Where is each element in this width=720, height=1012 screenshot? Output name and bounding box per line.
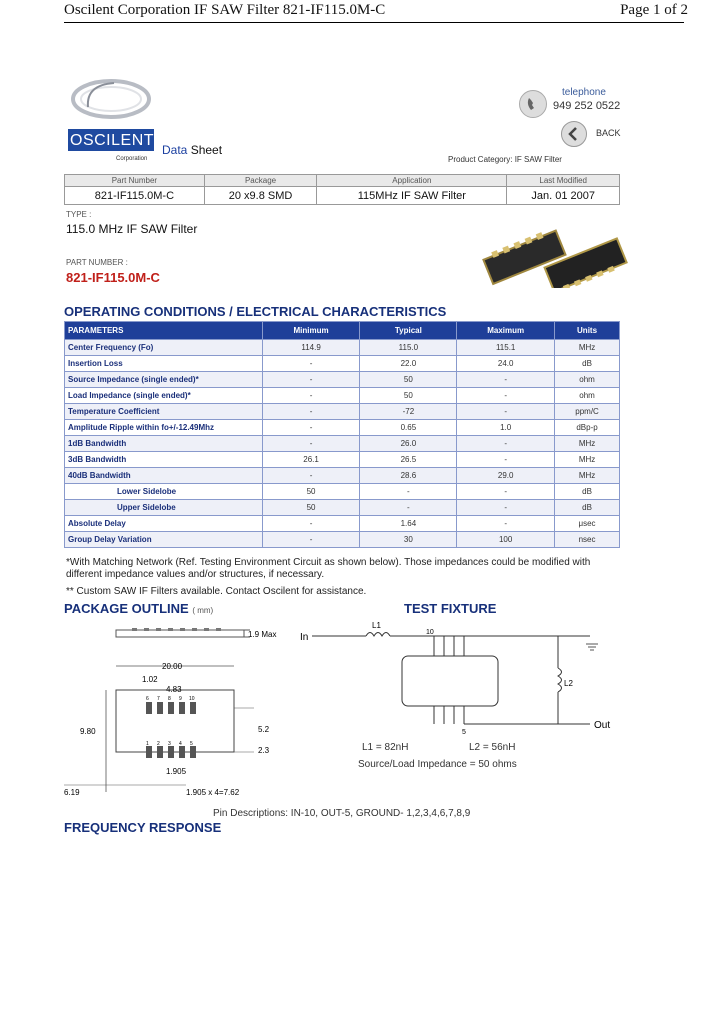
- spec-row: [65, 420, 620, 436]
- part-number-label: PART NUMBER :: [66, 258, 128, 267]
- package-title-text: PACKAGE OUTLINE: [64, 601, 189, 616]
- spec-row: [65, 372, 620, 388]
- spec-value: -: [360, 500, 457, 516]
- package-unit: ( mm): [192, 606, 214, 615]
- pin-number: 4: [179, 741, 182, 747]
- fixture-pin-5: 5: [462, 729, 466, 736]
- dim-spacing: 1.905: [166, 767, 187, 776]
- spec-value: 0.65: [360, 420, 457, 436]
- header-rule: [64, 22, 684, 23]
- pin-number: 7: [157, 696, 160, 702]
- spec-value: 30: [360, 532, 457, 548]
- spec-parameter: Lower Sidelobe: [65, 484, 263, 500]
- spec-header: Maximum: [457, 322, 555, 340]
- spec-value: 114.9: [262, 340, 360, 356]
- spec-row: [65, 356, 620, 372]
- dim-depth: 9.80: [80, 727, 96, 736]
- test-fixture-circuit: [296, 620, 626, 740]
- spec-value: dB: [555, 500, 620, 516]
- spec-row: [65, 532, 620, 548]
- spec-row: [65, 484, 620, 500]
- spec-row: [65, 468, 620, 484]
- telephone-label: telephone: [562, 87, 606, 98]
- spec-value: -: [262, 372, 360, 388]
- spec-value: -: [262, 404, 360, 420]
- part-info-table: [64, 174, 620, 205]
- spec-value: -: [262, 532, 360, 548]
- dim-pitch: 1.02: [142, 675, 158, 684]
- spec-value: 22.0: [360, 356, 457, 372]
- spec-row: [65, 404, 620, 420]
- pin-number: 8: [168, 696, 171, 702]
- impedance-note: Source/Load Impedance = 50 ohms: [358, 759, 517, 770]
- spec-value: -: [360, 484, 457, 500]
- spec-value: 115.1: [457, 340, 555, 356]
- spec-row: [65, 340, 620, 356]
- section-title-frequency-response: FREQUENCY RESPONSE: [64, 820, 222, 835]
- document-header-title: Oscilent Corporation IF SAW Filter 821-IF115.0M-C: [64, 2, 386, 18]
- info-value-last-modified: Jan. 01 2007: [507, 187, 620, 205]
- spec-value: 28.6: [360, 468, 457, 484]
- spec-value: 29.0: [457, 468, 555, 484]
- spec-value: -: [262, 436, 360, 452]
- spec-parameter: 3dB Bandwidth: [65, 452, 263, 468]
- spec-row: [65, 452, 620, 468]
- spec-value: -: [262, 388, 360, 404]
- spec-value: MHz: [555, 340, 620, 356]
- spec-value: 50: [360, 372, 457, 388]
- matching-network-note: *With Matching Network (Ref. Testing Environment Circuit as shown below). Those impedances could be modified with different impedance values and/or structures, if necessary.: [66, 557, 591, 580]
- spec-value: -: [457, 516, 555, 532]
- spec-value: -72: [360, 404, 457, 420]
- spec-value: dB: [555, 484, 620, 500]
- spec-value: -: [457, 404, 555, 420]
- spec-value: MHz: [555, 436, 620, 452]
- spec-value: -: [262, 356, 360, 372]
- spec-value: 24.0: [457, 356, 555, 372]
- spec-value: 50: [262, 500, 360, 516]
- info-value-part-number: 821-IF115.0M-C: [65, 187, 205, 205]
- spec-value: ppm/C: [555, 404, 620, 420]
- pin-number: 2: [157, 741, 160, 747]
- type-label: TYPE :: [66, 210, 92, 219]
- dim-right-upper: 5.2: [258, 725, 270, 734]
- spec-parameter: 1dB Bandwidth: [65, 436, 263, 452]
- spec-value: μsec: [555, 516, 620, 532]
- fixture-l2-label: L2: [564, 679, 573, 688]
- fixture-l1-label: L1: [372, 621, 381, 630]
- package-outline-drawing: [62, 622, 292, 800]
- spec-value: 1.0: [457, 420, 555, 436]
- pin-number: 9: [179, 696, 182, 702]
- spec-value: -: [457, 388, 555, 404]
- l1-value: L1 = 82nH: [362, 742, 409, 753]
- spec-value: MHz: [555, 468, 620, 484]
- pin-number: 3: [168, 741, 171, 747]
- l2-value: L2 = 56nH: [469, 742, 516, 753]
- spec-value: 50: [262, 484, 360, 500]
- spec-parameter: Temperature Coefficient: [65, 404, 263, 420]
- logo-tagline: Corporation: [116, 156, 148, 162]
- spec-value: 1.64: [360, 516, 457, 532]
- spec-value: -: [262, 516, 360, 532]
- pin-number: 5: [190, 741, 193, 747]
- info-value-package: 20 x9.8 SMD: [204, 187, 316, 205]
- spec-parameter: Absolute Delay: [65, 516, 263, 532]
- telephone-number[interactable]: 949 252 0522: [553, 100, 621, 112]
- spec-value: 50: [360, 388, 457, 404]
- back-arrow-icon[interactable]: [561, 121, 587, 147]
- section-title-fixture: TEST FIXTURE: [404, 601, 497, 616]
- spec-value: ohm: [555, 388, 620, 404]
- spec-parameter: Group Delay Variation: [65, 532, 263, 548]
- spec-value: 115.0: [360, 340, 457, 356]
- spec-parameter: Source Impedance (single ended)*: [65, 372, 263, 388]
- oscilent-logo[interactable]: [66, 77, 156, 155]
- spec-value: 26.5: [360, 452, 457, 468]
- spec-row: [65, 516, 620, 532]
- spec-row: [65, 500, 620, 516]
- spec-parameter: Insertion Loss: [65, 356, 263, 372]
- type-value: 115.0 MHz IF SAW Filter: [66, 222, 198, 236]
- product-category: Product Category: IF SAW Filter: [448, 155, 562, 164]
- info-label: Application: [317, 175, 507, 187]
- spec-value: MHz: [555, 452, 620, 468]
- spec-parameter: Center Frequency (Fo): [65, 340, 263, 356]
- spec-value: ohm: [555, 372, 620, 388]
- spec-parameter: Upper Sidelobe: [65, 500, 263, 516]
- spec-value: nsec: [555, 532, 620, 548]
- spec-value: 100: [457, 532, 555, 548]
- dim-width: 20.00: [162, 662, 183, 671]
- dim-span: 4.83: [166, 685, 182, 694]
- spec-value: -: [262, 468, 360, 484]
- part-number-value: 821-IF115.0M-C: [66, 270, 160, 285]
- pin-number: 1: [146, 741, 149, 747]
- dim-height: 1.9 Max: [248, 630, 277, 639]
- page-indicator: Page 1 of 2: [620, 2, 688, 18]
- fixture-in-label: In: [300, 632, 309, 643]
- info-value-application: 115MHz IF SAW Filter: [317, 187, 507, 205]
- info-label: Part Number: [65, 175, 205, 187]
- spec-value: 26.1: [262, 452, 360, 468]
- spec-value: -: [457, 484, 555, 500]
- spec-row: [65, 436, 620, 452]
- section-title-operating: OPERATING CONDITIONS / ELECTRICAL CHARACTERISTICS: [64, 304, 447, 319]
- spec-value: -: [457, 372, 555, 388]
- spec-header: Units: [555, 322, 620, 340]
- fixture-out-label: Out: [594, 720, 611, 731]
- spec-value: -: [457, 452, 555, 468]
- spec-table: [64, 321, 620, 548]
- spec-value: dB: [555, 356, 620, 372]
- telephone-icon[interactable]: [519, 90, 547, 118]
- data-word: Data: [162, 143, 188, 157]
- spec-parameter: 40dB Bandwidth: [65, 468, 263, 484]
- dim-total: 1.905 x 4=7.62: [186, 788, 240, 797]
- pin-descriptions: Pin Descriptions: IN-10, OUT-5, GROUND- 1,2,3,4,6,7,8,9: [213, 808, 471, 819]
- section-title-package: [64, 601, 213, 616]
- spec-parameter: Load Impedance (single ended)*: [65, 388, 263, 404]
- pin-number: 10: [189, 696, 195, 702]
- dim-right-lower: 2.3: [258, 746, 270, 755]
- product-photo: [478, 213, 628, 288]
- back-link[interactable]: BACK: [596, 128, 621, 138]
- spec-value: dBp-p: [555, 420, 620, 436]
- data-sheet-title: [162, 143, 222, 157]
- spec-header: PARAMETERS: [65, 322, 263, 340]
- spec-value: 26.0: [360, 436, 457, 452]
- sheet-word: Sheet: [190, 143, 223, 157]
- spec-header: Minimum: [262, 322, 360, 340]
- fixture-pin-10: 10: [426, 629, 434, 636]
- spec-parameter: Amplitude Ripple within fo+/-12.49Mhz: [65, 420, 263, 436]
- custom-filters-note: ** Custom SAW IF Filters available. Contact Oscilent for assistance.: [66, 586, 367, 597]
- dim-offset: 6.19: [64, 788, 80, 797]
- spec-value: -: [262, 420, 360, 436]
- spec-header: Typical: [360, 322, 457, 340]
- info-label: Last Modified: [507, 175, 620, 187]
- spec-value: -: [457, 436, 555, 452]
- info-label: Package: [204, 175, 316, 187]
- spec-value: -: [457, 500, 555, 516]
- pin-number: 6: [146, 696, 149, 702]
- logo-brand-text: OSCILENT: [70, 132, 155, 149]
- spec-row: [65, 388, 620, 404]
